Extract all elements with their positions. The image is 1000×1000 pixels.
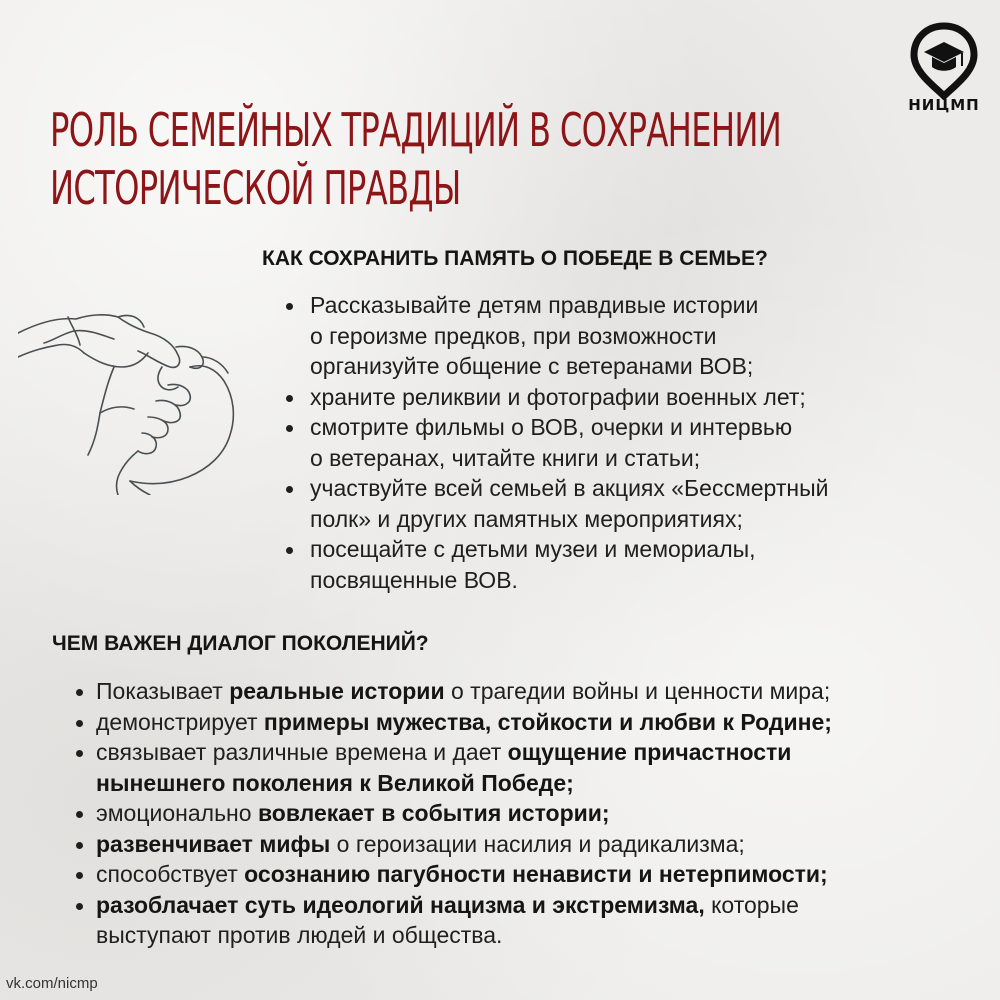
text-bold: разоблачает суть идеологий нацизма и экстремизма, bbox=[96, 891, 705, 918]
page-title bbox=[50, 101, 782, 217]
list-item bbox=[74, 707, 832, 738]
list-item-line bbox=[96, 829, 832, 860]
text-bold: вовлекает в события истории; bbox=[257, 800, 610, 826]
list-item bbox=[74, 890, 832, 951]
list-item bbox=[284, 534, 828, 595]
list-item-line bbox=[96, 890, 832, 921]
text-regular: способствует bbox=[96, 861, 245, 887]
text-bold: развенчивает мифы bbox=[96, 830, 331, 857]
list-item-line bbox=[96, 920, 832, 951]
list-item bbox=[74, 798, 832, 829]
list-item-line bbox=[96, 859, 832, 890]
hands-illustration bbox=[18, 305, 248, 495]
page-title-line-2: ИСТОРИЧЕСКОЙ ПРАВДЫ bbox=[50, 161, 461, 215]
list-item-line: Рассказывайте детям правдивые истории bbox=[310, 292, 759, 318]
list-item bbox=[284, 473, 828, 534]
list-item bbox=[74, 676, 832, 707]
list-item-line: посещайте с детьми музеи и мемориалы, bbox=[310, 536, 756, 562]
list-item-line bbox=[96, 737, 832, 768]
section-1-list bbox=[284, 290, 828, 595]
page-title-line-1: РОЛЬ СЕМЕЙНЫХ ТРАДИЦИЙ В СОХРАНЕНИИ bbox=[50, 103, 782, 157]
list-item-line: участвуйте всей семьей в акциях «Бессмертный bbox=[310, 475, 829, 501]
text-regular: Показывает bbox=[96, 678, 230, 704]
list-item-line bbox=[96, 676, 832, 707]
list-item-line: храните реликвии и фотографии военных лет; bbox=[310, 383, 806, 410]
list-item-line: о ветеранах, читайте книги и статьи; bbox=[310, 444, 701, 471]
text-bold: ощущение причастности bbox=[507, 739, 792, 765]
text-regular: эмоционально bbox=[96, 800, 258, 826]
text-bold: осознанию пагубности ненависти и нетерпимости; bbox=[244, 861, 828, 887]
list-item-line: организуйте общение с ветеранами ВОВ; bbox=[310, 353, 754, 379]
text-regular: которые bbox=[704, 891, 799, 918]
text-regular: о героизации насилия и радикализма; bbox=[330, 830, 745, 857]
list-item-line: посвященные ВОВ. bbox=[310, 566, 518, 593]
text-regular: выступают против людей и общества. bbox=[96, 922, 503, 948]
list-item bbox=[74, 859, 832, 890]
list-item bbox=[74, 737, 832, 798]
list-item-line bbox=[96, 707, 832, 738]
map-pin-graduation-cap-icon bbox=[898, 22, 990, 100]
list-item bbox=[74, 829, 832, 860]
list-item-line: смотрите фильмы о ВОВ, очерки и интервью bbox=[310, 414, 793, 440]
nicmp-logo bbox=[898, 22, 990, 122]
text-regular: демонстрирует bbox=[96, 708, 264, 735]
text-regular: связывает различные времена и дает bbox=[96, 739, 508, 765]
text-bold: нынешнего поколения к Великой Победе; bbox=[96, 769, 574, 796]
section-2-list bbox=[74, 676, 832, 951]
section-1-heading: КАК СОХРАНИТЬ ПАМЯТЬ О ПОБЕДЕ В СЕМЬЕ? bbox=[262, 247, 768, 270]
footer-link[interactable]: vk.com/nicmp bbox=[6, 975, 98, 992]
section-2-heading: ЧЕМ ВАЖЕН ДИАЛОГ ПОКОЛЕНИЙ? bbox=[52, 632, 429, 655]
list-item-line: полк» и других памятных мероприятиях; bbox=[310, 505, 743, 532]
list-item-line: о героизме предков, при возможности bbox=[310, 322, 717, 349]
list-item-line bbox=[96, 798, 832, 829]
list-item bbox=[284, 290, 828, 382]
text-bold: примеры мужества, стойкости и любви к Родине; bbox=[263, 708, 832, 735]
logo-text: НИЦМП bbox=[908, 96, 980, 114]
text-regular: о трагедии войны и ценности мира; bbox=[444, 678, 831, 704]
text-bold: реальные истории bbox=[229, 678, 445, 704]
list-item bbox=[284, 412, 828, 473]
list-item bbox=[284, 382, 828, 413]
list-item-line bbox=[96, 768, 832, 799]
